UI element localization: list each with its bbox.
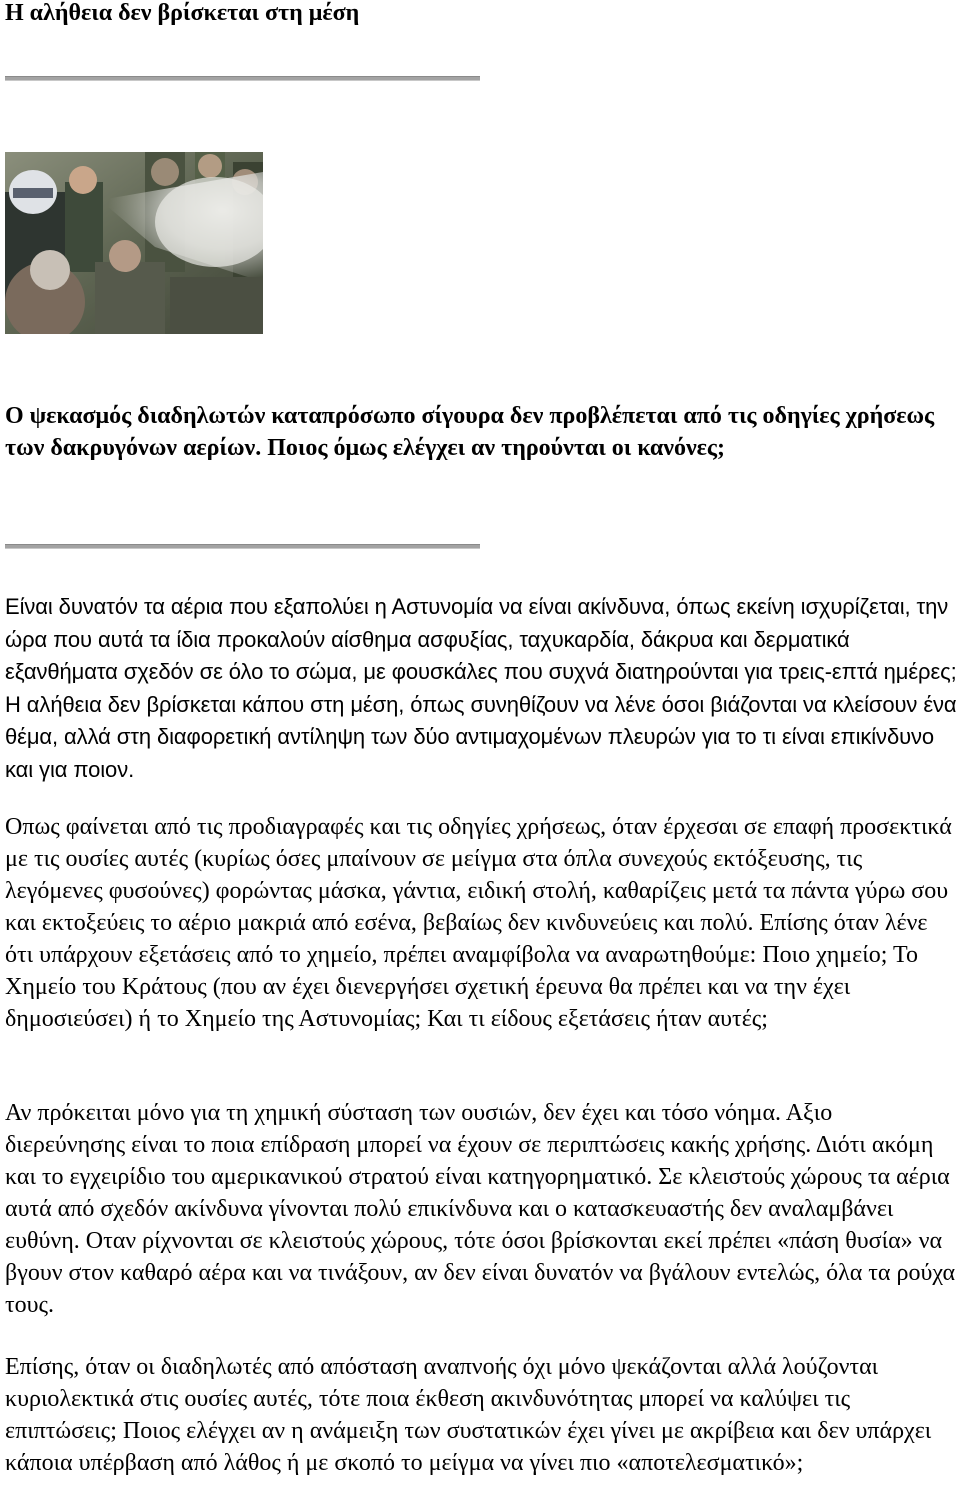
- article-photo: [5, 152, 263, 334]
- article-paragraph: Επίσης, όταν οι διαδηλωτές από απόσταση αναπνοής όχι μόνο ψεκάζονται αλλά λούζονται κυριολεκτικά στις ουσίες αυτές, τότε ποια έκθεση ακινδυνότητας μπορεί να καλύψει τις επιπτώσεις; Ποιος ελέγχει αν η ανάμειξη των συστατικών έχει γίνει με ακρίβεια και δεν υπάρχει κάποια υπέρβαση από λάθος ή με σκοπό το μείγμα να γίνει πιο «αποτελεσματικό»;: [5, 1354, 932, 1476]
- article-paragraph: Οπως φαίνεται από τις προδιαγραφές και τις οδηγίες χρήσεως, όταν έρχεσαι σε επαφή προσεκτικά με τις ουσίες αυτές (κυρίως όσες μπαίνουν σε μείγμα στα όπλα συνεχούς εκτόξευσης, τις λεγόμενες φυσούνες) φορώντας μάσκα, γάντια, ειδική στολή, καθαρίζεις μετά τα πάντα γύρω σου και εκτοξεύεις το αέριο μακριά από εσένα, βεβαίως δεν κινδυνεύεις και πολύ. Επίσης όταν λένε ότι υπάρχουν εξετάσεις από το χημείο, πρέπει αναμφίβολα να αναρωτηθούμε: Ποιο χημείο; Το Χημείο του Κράτους (που αν έχει διενεργήσει σχετική έρευνα θα πρέπει και να την έχει δημοσιεύσει) ή το Χημείο της Αστυνομίας; Και τι είδους εξετάσεις ήταν αυτές;: [5, 814, 952, 1032]
- article-paragraph: Αν πρόκειται μόνο για τη χημική σύσταση των ουσιών, δεν έχει και τόσο νόημα. Αξιο διερεύνησης είναι το ποια επίδραση μπορεί να έχουν σε περιπτώσεις κακής χρήσης. Διότι ακόμη και το εγχειρίδιο του αμερικανικού στρατού είναι κατηγορηματικό. Σε κλειστούς χώρους τα αέρια αυτά από σχεδόν ακίνδυνα γίνονται πολύ επικίνδυνα και ο κατασκευαστής δεν αναλαμβάνει ευθύνη. Οταν ρίχνονται σε κλειστούς χώρους, τότε όσοι βρίσκονται εκεί πρέπει «πάση θυσία» να βγουν στον καθαρό αέρα και να τινάξουν, αν δεν είναι δυνατόν να βγάλουν εντελώς, όλα τα ρούχα τους.: [5, 1100, 956, 1318]
- horizontal-rule: [5, 544, 480, 549]
- article-paragraph: Είναι δυνατόν τα αέρια που εξαπολύει η Αστυνομία να είναι ακίνδυνα, όπως εκείνη ισχυρίζεται, την ώρα που αυτά τα ίδια προκαλούν αίσθημα ασφυξίας, ταχυκαρδία, δάκρυα και δερματικά εξανθήματα σχεδόν σε όλο το σώμα, με φουσκάλες που συχνά διατηρούνται για τρεις-επτά ημέρες; Η αλήθεια δεν βρίσκεται κάπου στη μέση, όπως συνηθίζουν να λένε όσοι βιάζονται να κλείσουν ένα θέμα, αλλά στη διαφορετική αντίληψη των δύο αντιμαχομένων πλευρών για το τι είναι επικίνδυνο και για ποιον.: [5, 594, 957, 782]
- horizontal-rule: [5, 76, 480, 81]
- photo-caption: Ο ψεκασμός διαδηλωτών καταπρόσωπο σίγουρα δεν προβλέπεται από τις οδηγίες χρήσεως των δακρυγόνων αερίων. Ποιος όμως ελέγχει αν τηρούνται οι κανόνες;: [5, 403, 935, 461]
- article-title: Η αλήθεια δεν βρίσκεται στη μέση: [5, 0, 360, 26]
